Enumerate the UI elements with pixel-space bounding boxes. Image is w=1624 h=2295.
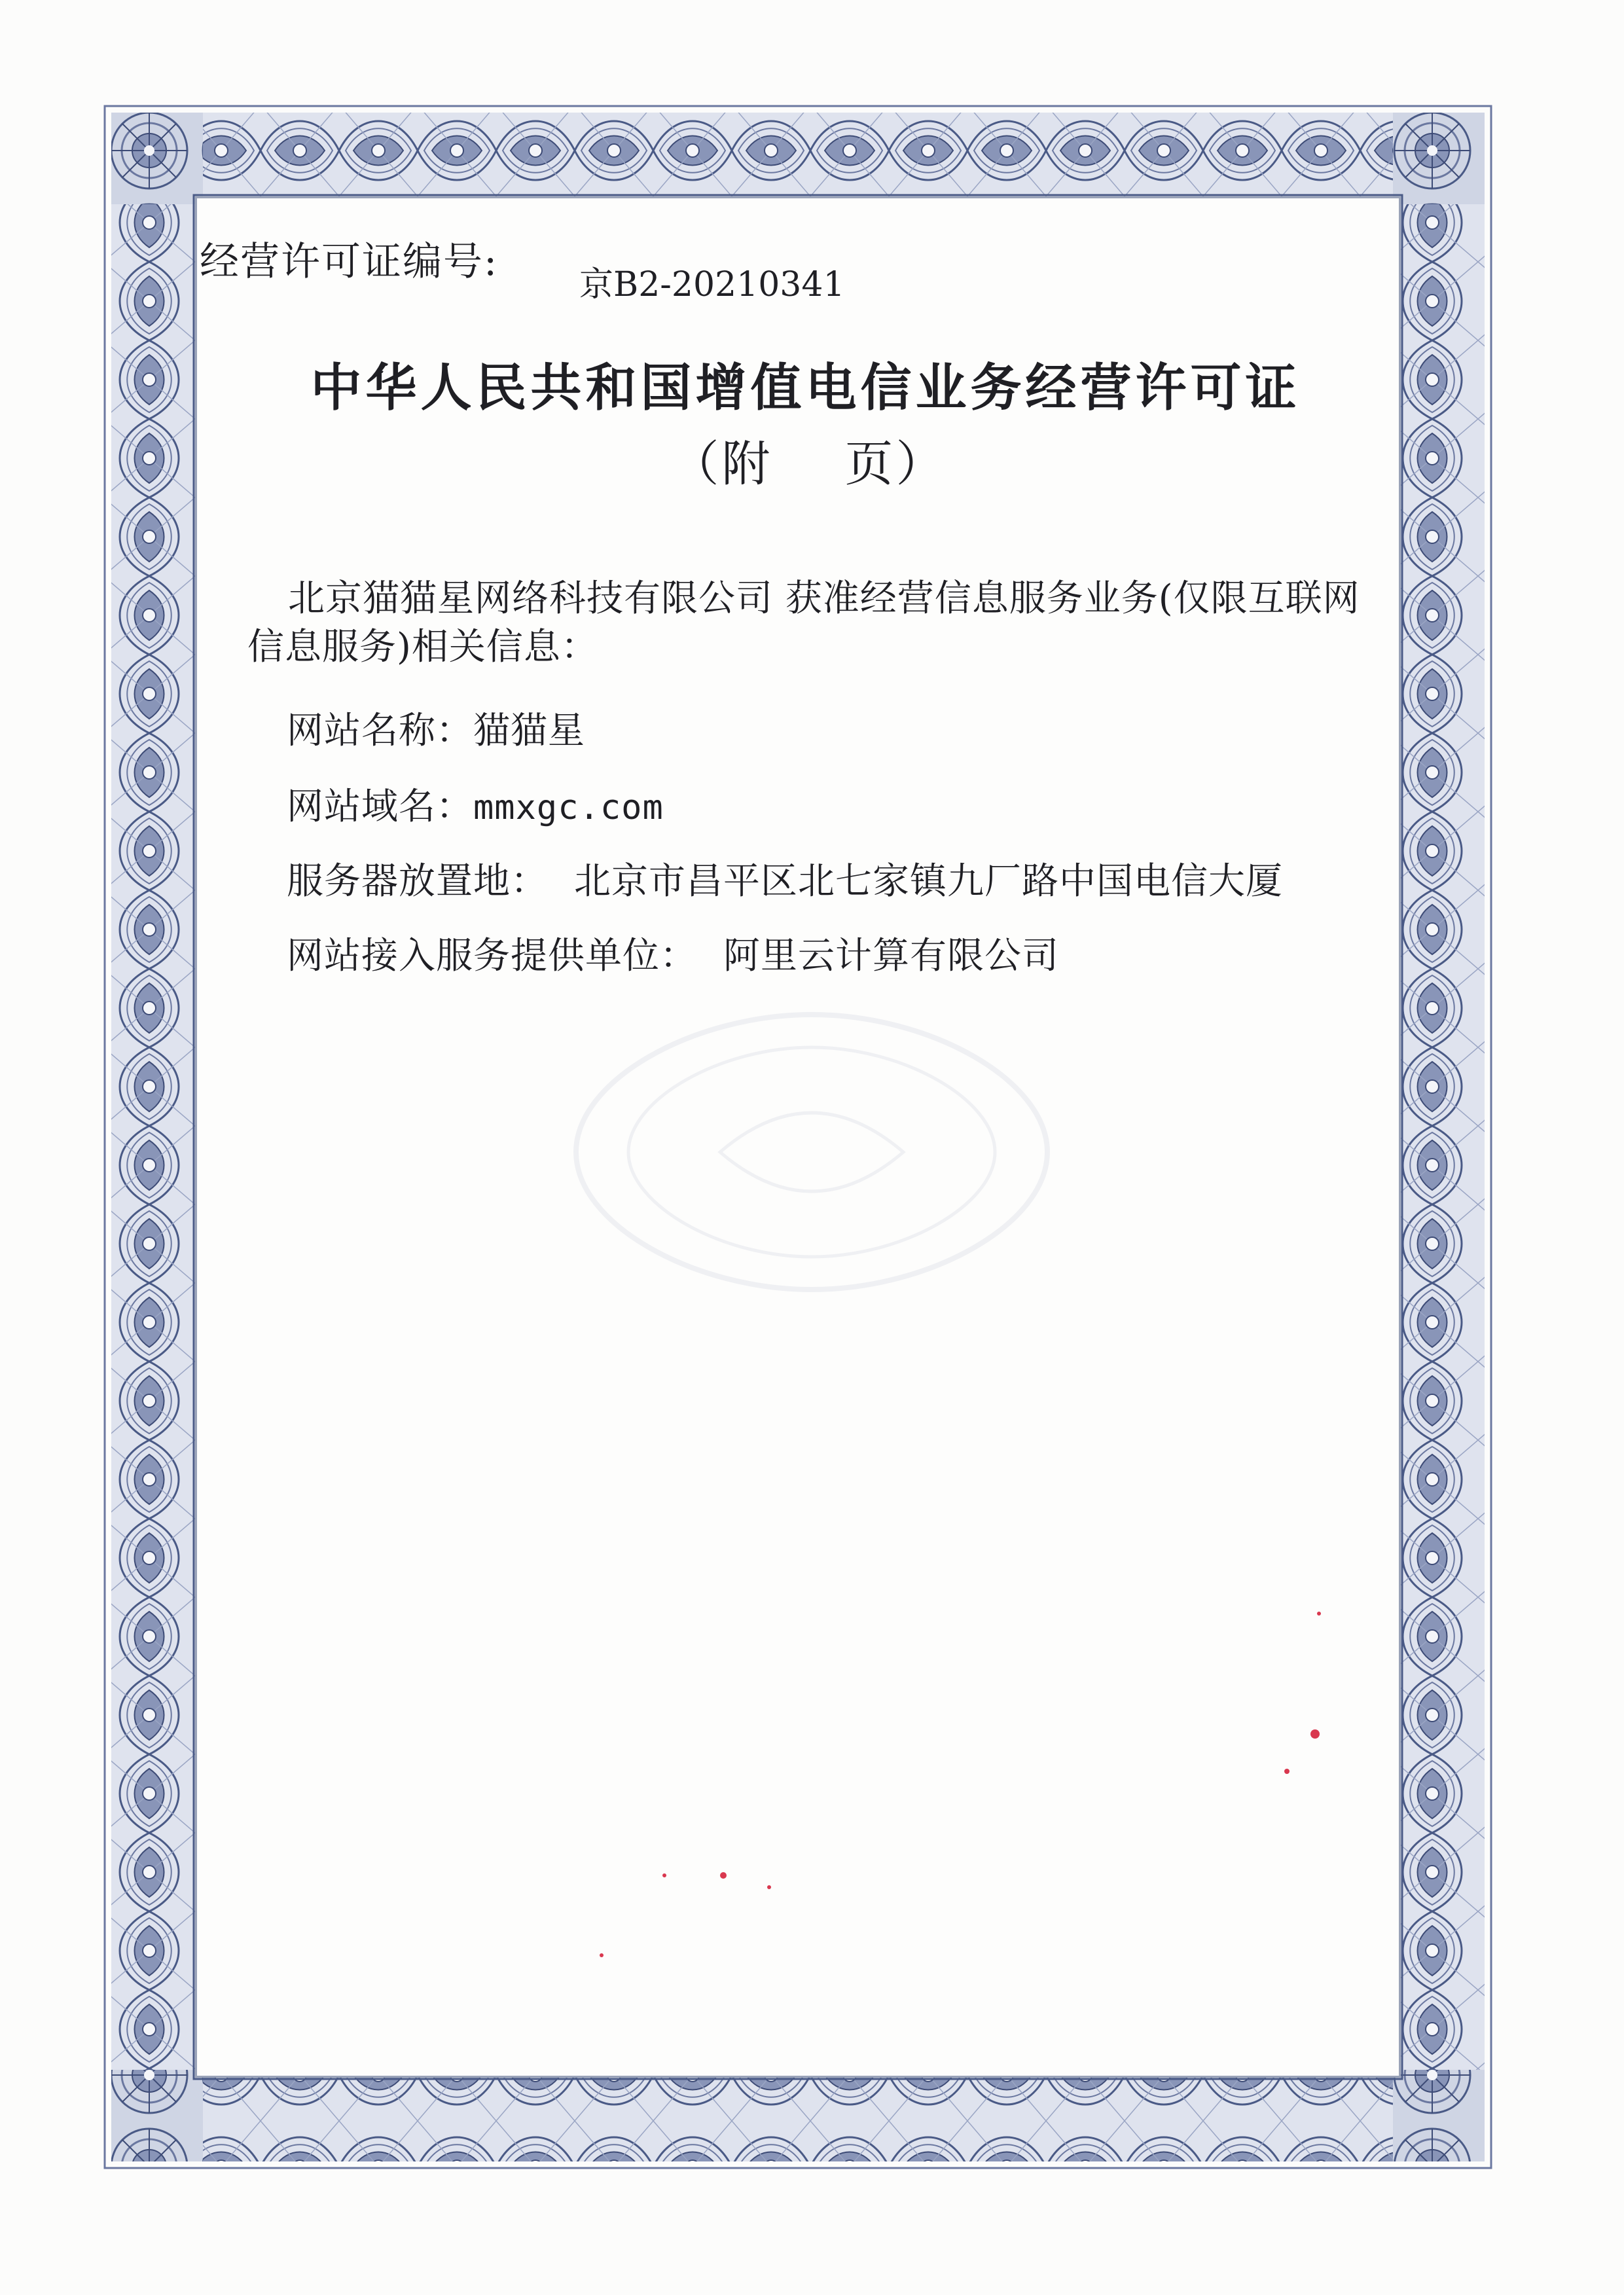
subtitle-open: （附 [670,436,773,492]
field-row-website-name [287,702,585,754]
field-row-website-domain [287,778,664,830]
certificate-subtitle [0,425,1621,495]
field-label: 网站名称： [287,710,473,752]
ink-speck [600,1953,604,1957]
faint-emblem-watermark [563,1002,1060,1303]
field-row-server-location [287,852,1283,905]
field-row-access-provider [287,927,1059,979]
field-label: 网站域名： [287,786,473,828]
field-label: 服务器放置地： [287,860,548,903]
subtitle-close: 页） [844,436,947,492]
field-value: 猫猫星 [473,710,585,752]
ink-speck [662,1873,666,1877]
ink-speck [720,1872,727,1879]
intro-paragraph: 北京猫猫星网络科技有限公司 获准经营信息服务业务(仅限互联网信息服务)相关信息： [247,577,1360,668]
license-number-value: 京B2-20210341 [579,265,845,304]
ink-speck [1310,1729,1320,1739]
field-value: 北京市昌平区北七家镇九厂路中国电信大厦 [574,860,1283,903]
license-number-label: 经营许可证编号: [200,239,499,285]
certificate-title: 中华人民共和国增值电信业务经营许可证 [310,358,1301,418]
ink-speck [1317,1612,1321,1616]
ink-speck [1284,1769,1290,1774]
field-value: mmxgc.com [473,788,664,827]
field-label: 网站接入服务提供单位： [287,935,697,977]
ink-speck [767,1885,771,1889]
field-value: 阿里云计算有限公司 [723,935,1059,977]
